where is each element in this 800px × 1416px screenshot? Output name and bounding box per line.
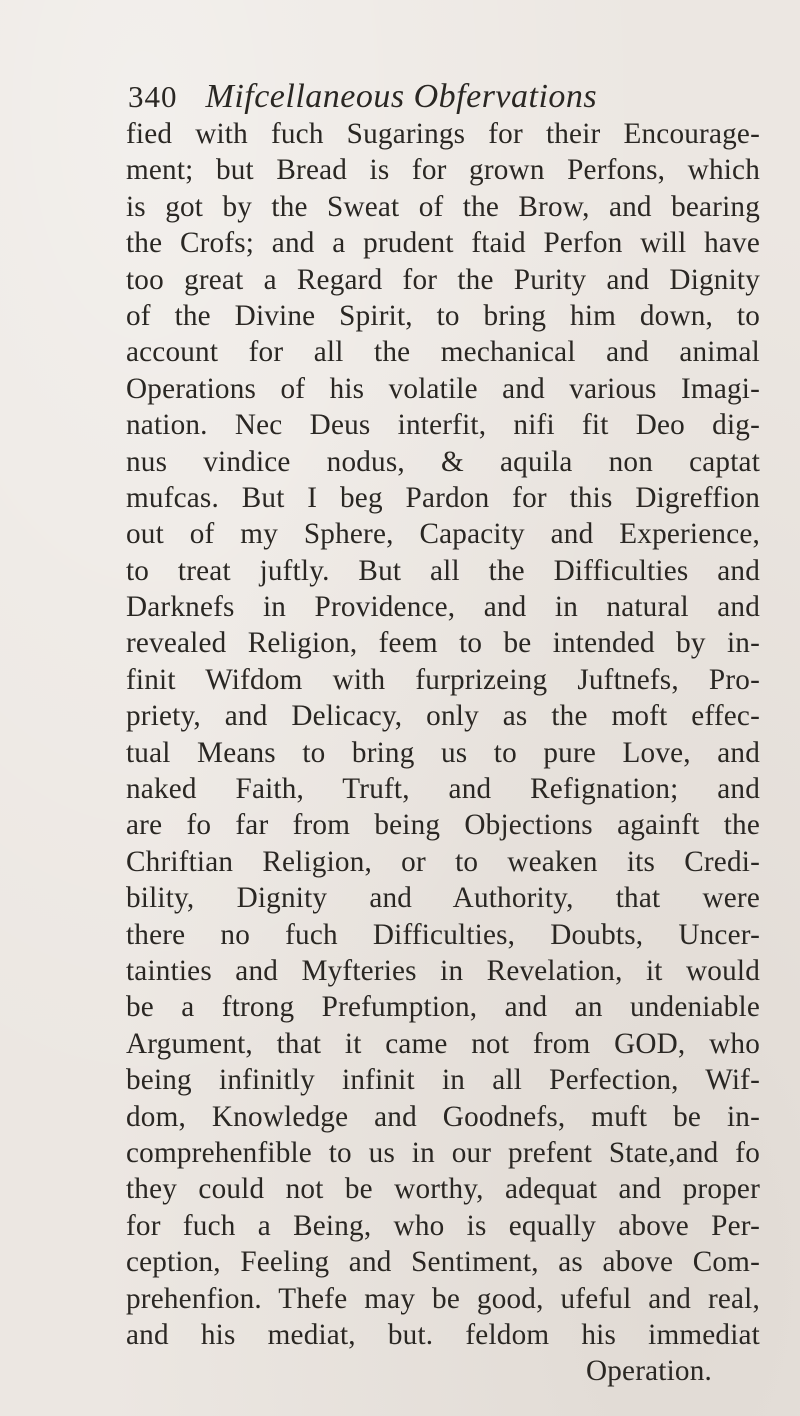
text-line: revealed Religion, feem to be intended by in- — [126, 627, 760, 660]
text-line: finit Wifdom with furprizeing Juftnefs, Pro- — [126, 663, 760, 696]
text-line: too great a Regard for the Purity and Dignity — [126, 263, 760, 296]
text-line: tainties and Myfteries in Revelation, it would — [126, 954, 760, 987]
text-line: dom, Knowledge and Goodnefs, muft be in- — [126, 1100, 760, 1133]
text-line: are fo far from being Objections againft the — [126, 809, 760, 842]
text-line: naked Faith, Truft, and Refignation; and — [126, 773, 760, 806]
text-line: ment; but Bread is for grown Perfons, which — [126, 154, 760, 187]
text-line: there no fuch Difficulties, Doubts, Uncer- — [126, 918, 760, 951]
text-line: of the Divine Spirit, to bring him down, to — [126, 299, 760, 332]
text-line: prehenfion. Thefe may be good, ufeful and real, — [126, 1282, 760, 1315]
text-line: be a ftrong Prefumption, and an undeniable — [126, 991, 760, 1024]
page-number: 340 — [128, 79, 178, 114]
text-line: tual Means to bring us to pure Love, and — [126, 736, 760, 769]
body-text — [126, 116, 760, 1390]
text-line: they could not be worthy, adequat and proper — [126, 1173, 760, 1206]
text-line: and his mediat, but. feldom his immediat — [126, 1318, 760, 1351]
text-line: nation. Nec Deus interfit, nifi fit Deo dig- — [126, 409, 760, 442]
catchword-line: Operation. — [585, 1355, 712, 1388]
text-line: account for all the mechanical and animal — [126, 336, 760, 369]
text-line: bility, Dignity and Authority, that were — [126, 882, 760, 915]
page-header — [128, 78, 597, 120]
text-line: nus vindice nodus, & aquila non captat — [126, 445, 760, 478]
text-line: Darknefs in Providence, and in natural and — [126, 591, 760, 624]
text-line: the Crofs; and a prudent ftaid Perfon will have — [126, 227, 760, 260]
text-line: fied with fuch Sugarings for their Encourage- — [126, 118, 760, 150]
text-line: for fuch a Being, who is equally above Per- — [126, 1209, 760, 1242]
text-line: priety, and Delicacy, only as the moft effec- — [126, 700, 760, 733]
text-line: being infinitly infinit in all Perfection, Wif- — [126, 1064, 760, 1097]
text-line: mufcas. But I beg Pardon for this Digreffion — [126, 481, 760, 514]
running-head: Mifcellaneous Obfervations — [205, 78, 598, 115]
text-line: ception, Feeling and Sentiment, as above Com- — [126, 1246, 760, 1279]
text-line: comprehenfible to us in our prefent State,and fo — [126, 1136, 760, 1169]
text-line: to treat juftly. But all the Difficulties and — [126, 554, 760, 587]
text-line: Argument, that it came not from GOD, who — [126, 1027, 760, 1060]
text-line: Operations of his volatile and various Imagi- — [126, 372, 760, 405]
text-line: out of my Sphere, Capacity and Experience, — [126, 518, 760, 551]
text-line: is got by the Sweat of the Brow, and bearing — [126, 190, 760, 223]
text-line: Chriftian Religion, or to weaken its Credi- — [126, 845, 760, 878]
